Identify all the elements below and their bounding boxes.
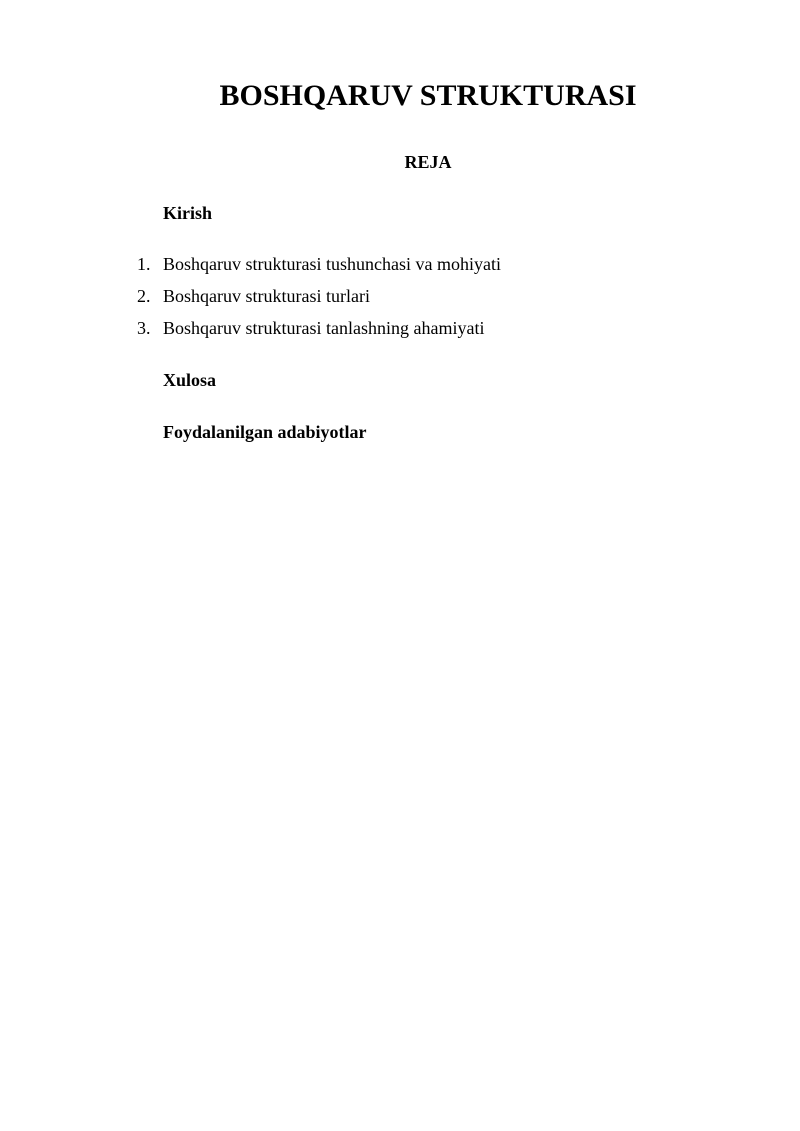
plan-item-number: 2.: [137, 286, 151, 306]
references-heading: Foydalanilgan adabiyotlar: [163, 422, 367, 442]
plan-item-text: Boshqaruv strukturasi turlari: [163, 286, 370, 306]
document-title: BOSHQARUV STRUKTURASI: [219, 79, 637, 112]
plan-item-number: 1.: [137, 254, 151, 274]
conclusion-heading: Xulosa: [163, 370, 217, 390]
plan-item-text: Boshqaruv strukturasi tushunchasi va mohiyati: [163, 254, 501, 274]
plan-item-number: 3.: [137, 318, 151, 338]
plan-heading: REJA: [404, 152, 452, 172]
intro-heading: Kirish: [163, 203, 213, 223]
plan-item-text: Boshqaruv strukturasi tanlashning ahamiyati: [163, 318, 485, 338]
